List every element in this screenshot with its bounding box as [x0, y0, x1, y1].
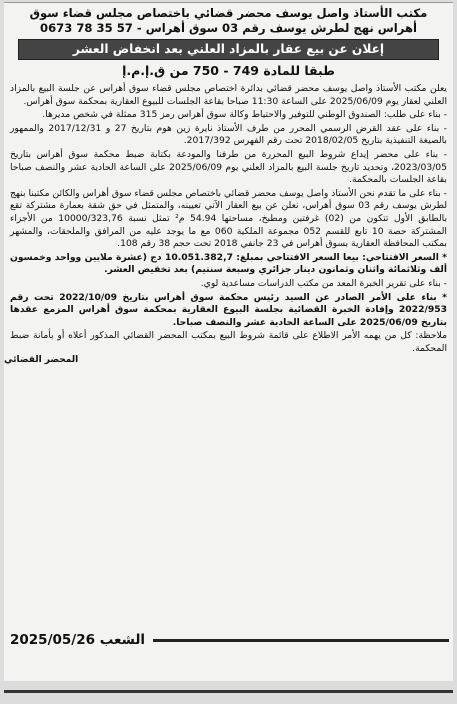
paragraph-opening-price: * السعر الافتتاحي: بيعا السعر الافتتاحي بمبلغ: 10.051.382,7 دج (عشرة ملايين وواحد وخمسون ألف وثلاثمائة واثنان وثمانون دينار جزائري وسبعة سنتيم) بعد تخفيض العشر.: [10, 251, 447, 276]
paragraph-court-order: * بناء على الأمر الصادر عن السيد رئيس محكمة سوق أهراس بتاريخ 2022/10/09 تحت رقم 2022/953 وإفادة الخبرة القضائية بجلسة البيوع العقارية بمحكمة سوق أهراس المزمع عقدها بتاريخ 2025/06/09 على الساعة الحادية عشر والنصف صباحا.: [10, 291, 447, 328]
announcement-page: [4, 2, 453, 681]
office-header-line-1: مكتب الأستاذ واصل يوسف محضر قضائي باختصاص مجلس قضاء سوق: [29, 6, 428, 20]
paragraph-property-description: - بناء على ما تقدم نحن الأستاذ واصل يوسف محضر قضائي باختصاص مجلس قضاء سوق أهراس والكائن مكتبنا بنهج لطرش يوسف رقم 03 سوق أهراس، نعلن عن بيع العقار الآتي تعيينه، والمتمثل في حق شقة بعمارة مشتركة تقع بالطابق الأول تتكون من (02) غرفتين ومطبخ، مساحتها 54.94 م² تمثل نسبة 10000/323,76 من الأجزاء المشتركة حصة 10 تابع للقسم 052 مجموعة الملكية 060 مع ما يوجد عليه من المرافق والملحقات، والمشهر بمكتب المحافظة العقارية بسوق أهراس في 23 جانفي 2018 تحت حجم 38 رقم 108.: [10, 187, 448, 250]
bailiff-signature: المحضر القضائي: [4, 355, 79, 366]
paragraph-loan-contract: - بناء على عقد القرض الرسمي المحرر من طرف الأستاذ نايرة زين هوم بتاريخ 27 و 2017/12/31 والممهور بالصيغة التنفيذية بتاريخ 2018/02/05 تحت رقم الفهرس 2017/392.: [10, 122, 447, 147]
paragraph-expertise: - بناء على تقرير الخبرة المعد من مكتب الدراسات مساعدية لوي.: [200, 277, 447, 289]
announcement-banner: إعلان عن بيع عقار بالمزاد العلني بعد انخفاض العشر: [18, 39, 439, 60]
paragraph-sale-conditions: - بناء على محضر إيداع شروط البيع المحررة من طرفنا والمودعة بكتابة ضبط محكمة سوق أهراس بتاريخ 2023/03/05، وتحديد تاريخ جلسة البيع بالمزاد العلني يوم 2025/06/09 على الساعة الحادية عشر والنصف صباحا بقاعة الجلسات بالمحكمة.: [10, 148, 447, 186]
legal-reference: طبقا للمادة 749 - 750 من ق.إ.م.إ: [122, 63, 335, 78]
paragraph-intro: يعلن مكتب الأستاذ واصل يوسف محضر قضائي بدائرة اختصاص مجلس قضاء سوق أهراس عن جلسة البيع بالمزاد العلني لعقار يوم 2025/06/09 على الساعة 11:30 صباحا بقاعة الجلسات للبيوع العقارية بمحكمة سوق أهراس.: [10, 83, 447, 107]
paragraph-note: ملاحظة: كل من يهمه الأمر الاطلاع على قائمة شروط البيع بمكتب المحضر القضائي المذكور أعلاه أو بأمانة ضبط المحكمة.: [10, 330, 447, 354]
office-header-line-2: أهراس نهج لطرش يوسف رقم 03 سوق أهراس - 57 35 78 0673: [40, 21, 417, 35]
bottom-divider: [4, 690, 453, 693]
paragraph-requester: - بناء على طلب: الصندوق الوطني للتوفير والاحتياط وكالة سوق أهراس رمز 315 ممثلة في شخص مديرها.: [42, 109, 447, 121]
footer-rule: [153, 639, 449, 642]
publication-date: الشعب 2025/05/26: [10, 632, 146, 648]
publication-footer: [4, 629, 453, 651]
office-header: [4, 3, 453, 36]
announcement-body: [4, 79, 453, 355]
